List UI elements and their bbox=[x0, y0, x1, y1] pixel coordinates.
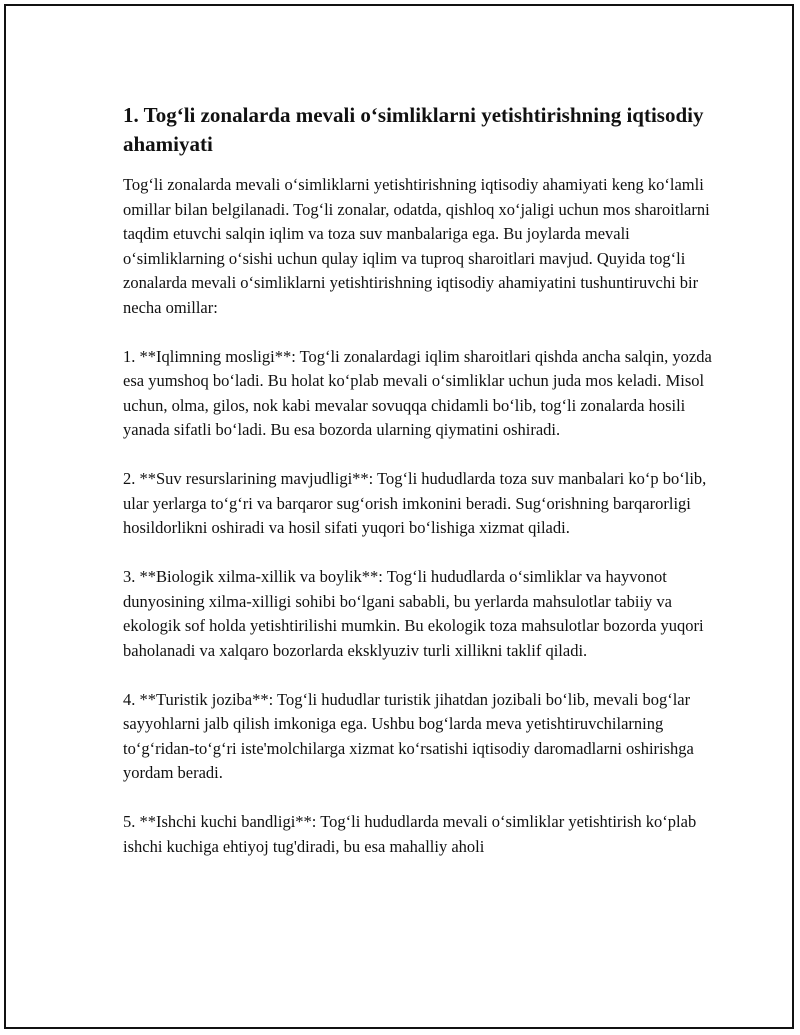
document-body bbox=[123, 101, 713, 859]
list-item-biodiversity: 3. **Biologik xilma-xillik va boylik**: Tog‘li hududlarda o‘simliklar va hayvonot dunyosining xilma-xilligi sohibi bo‘lgani sababli, bu yerlarda mahsulotlar tabiiy va ekologik sof holda yetishtirilishi mumkin. Bu ekologik toza mahsulotlar bozorda yuqori baholanadi va xalqaro bozorlarda eksklyuziv turli xillikni taklif qiladi. bbox=[123, 567, 704, 660]
list-item-climate: 1. **Iqlimning mosligi**: Tog‘li zonalardagi iqlim sharoitlari qishda ancha salqin, yozda esa yumshoq bo‘ladi. Bu holat ko‘plab mevali o‘simliklar uchun juda mos keladi. Misol uchun, olma, gilos, nok kabi mevalar sovuqqa chidamli bo‘lib, tog‘li zonalarda hosili yanada sifatli bo‘ladi. Bu esa bozorda ularning qiymatini oshiradi. bbox=[123, 346, 712, 439]
intro-paragraph: Tog‘li zonalarda mevali o‘simliklarni yetishtirishning iqtisodiy ahamiyati keng ko‘lamli omillar bilan belgilanadi. Tog‘li zonalar, odatda, qishloq xo‘jaligi uchun mos sharoitlarni taqdim etuvchi salqin iqlim va toza suv manbalariga ega. Bu joylarda mevali o‘simliklarning o‘sishi uchun qulay iqlim va tuproq sharoitlari mavjud. Quyida tog‘li zonalarda mevali o‘simliklarni yetishtirishning iqtisodiy ahamiyatini tushuntiruvchi bir necha omillar: bbox=[123, 175, 710, 317]
list-item-tourism: 4. **Turistik joziba**: Tog‘li hududlar turistik jihatdan jozibali bo‘lib, mevali bog‘lar sayyohlarni jalb qilish imkoniga ega. Ushbu bog‘larda meva yetishtiruvchilarning to‘g‘ridan-to‘g‘ri iste'molchilarga xizmat ko‘rsatishi iqtisodiy daromadlarni oshirishga yordam beradi. bbox=[123, 689, 694, 782]
list-item-employment: 5. **Ishchi kuchi bandligi**: Tog‘li hududlarda mevali o‘simliklar yetishtirish ko‘plab ishchi kuchiga ehtiyoj tug'diradi, bu esa mahalliy aholi bbox=[123, 812, 697, 856]
list-item-water: 2. **Suv resurslarining mavjudligi**: Tog‘li hududlarda toza suv manbalari ko‘p bo‘lib, ular yerlarga to‘g‘ri va barqaror sug‘orish imkonini beradi. Sug‘orishning barqarorligi hosildorlikni oshiradi va hosil sifati yuqori bo‘lishiga xizmat qiladi. bbox=[123, 469, 707, 537]
page-frame bbox=[4, 4, 794, 1029]
section-title: 1. Tog‘li zonalarda mevali o‘simliklarni yetishtirishning iqtisodiy ahamiyati bbox=[123, 103, 704, 156]
